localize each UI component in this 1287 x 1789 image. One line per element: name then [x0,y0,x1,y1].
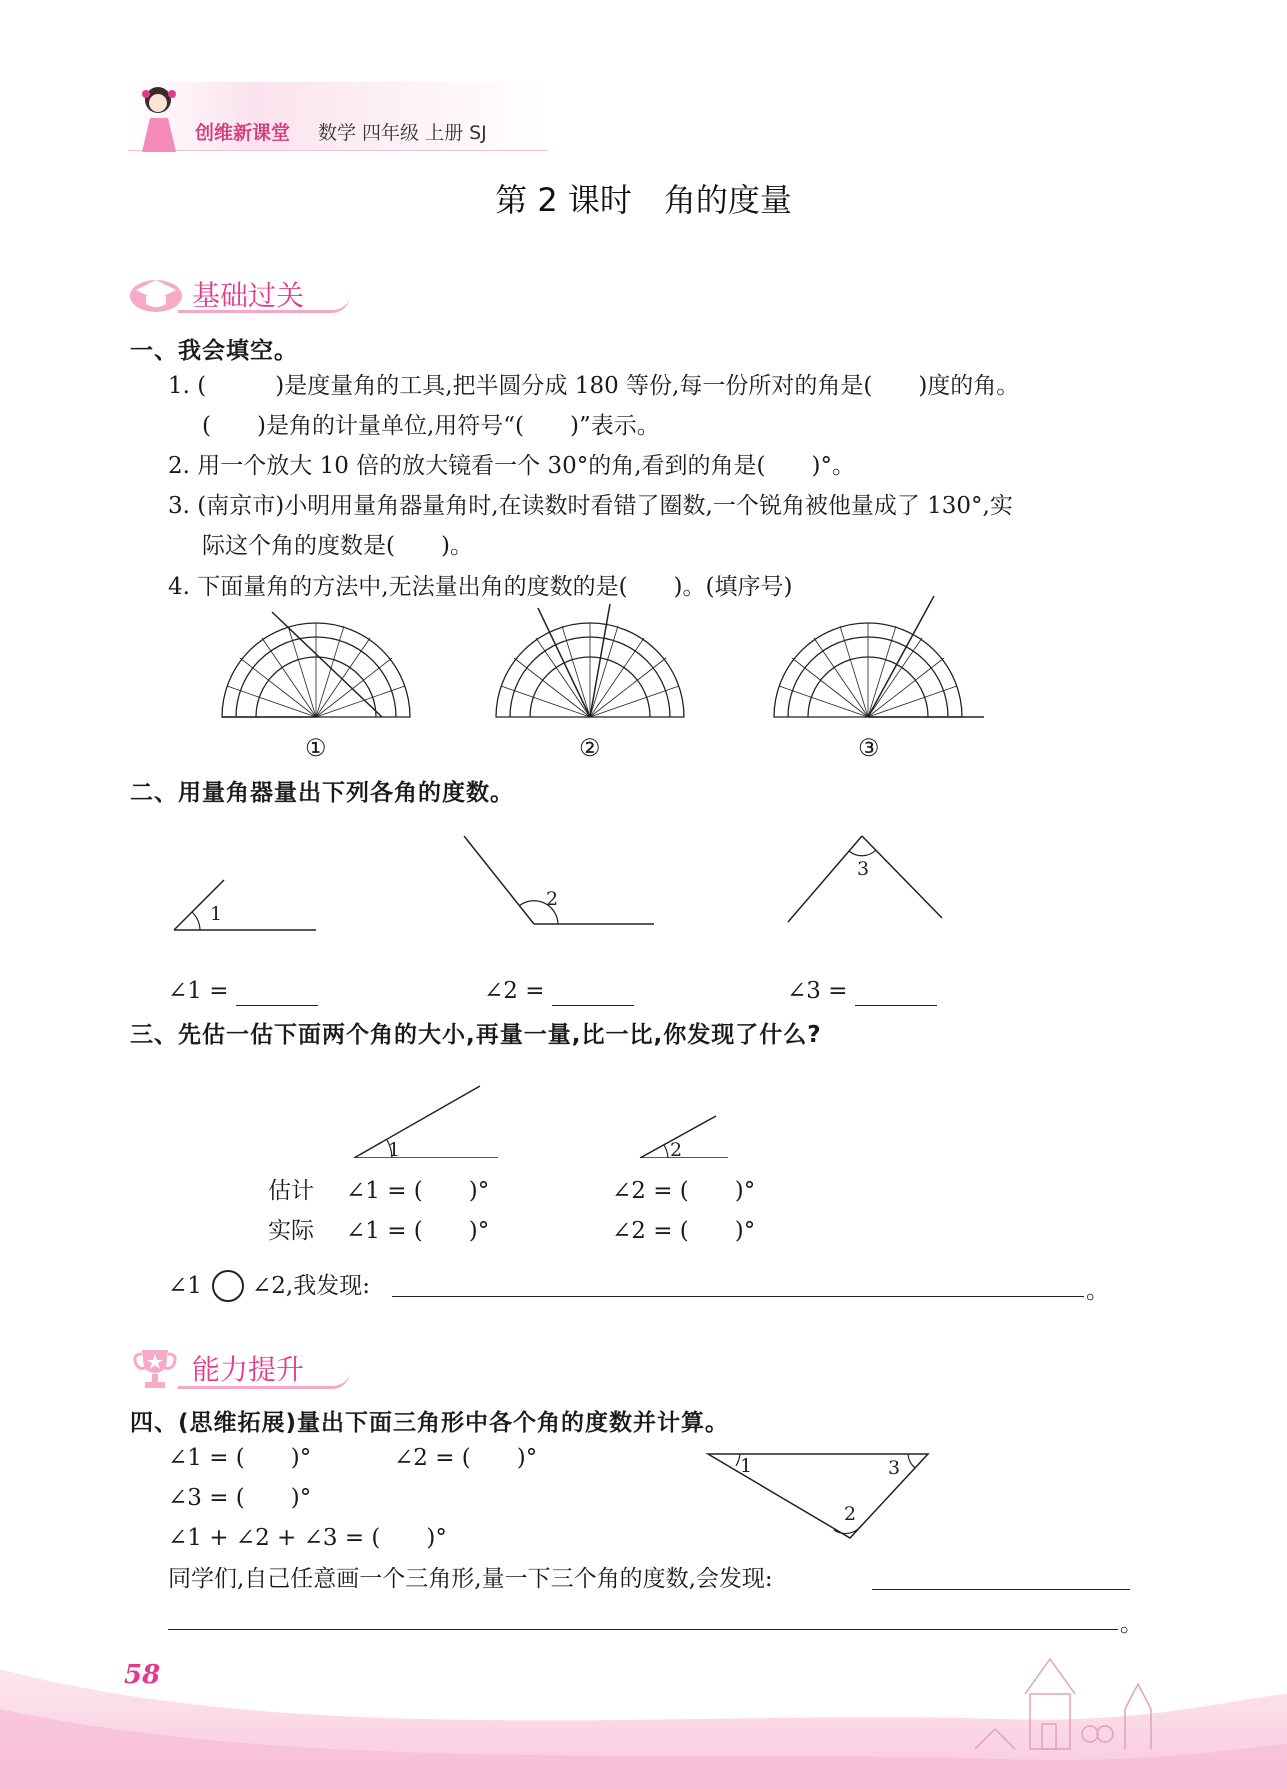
angle3-answer: ∠3 = [787,976,937,1006]
angle2-answer: ∠2 = [484,976,634,1006]
part3-heading: 三、先估一估下面两个角的大小,再量一量,比一比,你发现了什么? [130,1022,822,1048]
p4-period: 。 [1120,1611,1143,1637]
discovery-blank[interactable] [392,1296,1084,1297]
part2-heading: 二、用量角器量出下列各角的度数。 [130,780,514,806]
girl-mascot-icon [128,80,190,152]
estimate-angle2: ∠2 = ( )° [612,1178,756,1204]
p4-angle1: ∠1 = ( )° [168,1445,312,1471]
discovery-period: 。 [1086,1278,1109,1304]
part4-heading: 四、(思维拓展)量出下面三角形中各个角的度数并计算。 [130,1410,730,1436]
option-1: ① [305,734,327,762]
option-3: ③ [858,734,880,762]
option-2: ② [579,734,601,762]
lesson-title: 第 2 课时 角的度量 [495,181,792,219]
graduation-cap-icon [128,270,184,314]
p3-angle-label-2: 2 [670,1139,683,1158]
q2-line: 2. 用一个放大 10 倍的放大镜看一个 30°的角,看到的角是( )°。 [168,453,855,479]
actual-angle1: ∠1 = ( )° [346,1218,490,1244]
part3-angles [340,1078,760,1158]
q4-line: 4. 下面量角的方法中,无法量出角的度数的是( )。(填序号) [168,574,793,600]
p3-angle-label-1: 1 [388,1139,401,1158]
angle-label-3: 3 [857,858,870,880]
p4-blank-2[interactable] [168,1629,1118,1630]
protractor-3 [774,596,984,717]
estimate-angle1: ∠1 = ( )° [346,1178,490,1204]
angle-label-2: 2 [546,888,559,910]
header-subtitle: 数学 四年级 上册 SJ [318,122,487,144]
compare-left: ∠1 [168,1273,202,1299]
estimate-label: 估计 [268,1178,314,1204]
angle1-answer: ∠1 = [168,976,318,1006]
section-label-basic: 基础过关 [192,279,305,312]
section-label-advanced: 能力提升 [192,1353,305,1386]
page-number: 58 [124,1660,161,1690]
p4-angle3: ∠3 = ( )° [168,1485,312,1511]
actual-label: 实际 [268,1218,314,1244]
actual-angle2: ∠2 = ( )° [612,1218,756,1244]
compare-right: ∠2,我发现: [252,1273,370,1299]
triangle-label-1: 1 [740,1455,753,1477]
triangle-figure [700,1446,940,1546]
angle-label-1: 1 [210,903,223,925]
protractor-2 [496,604,684,717]
header-brand: 创维新课堂 [195,122,291,144]
q1-line-b: ( )是角的计量单位,用符号“( )”表示。 [202,413,660,439]
part2-angles [160,820,960,940]
p4-blank-1[interactable] [872,1589,1130,1590]
triangle-label-2: 2 [844,1503,857,1525]
part1-heading: 一、我会填空。 [130,338,298,364]
p4-angle-sum: ∠1 + ∠2 + ∠3 = ( )° [168,1525,447,1551]
protractor-1 [222,623,410,717]
p4-angle2: ∠2 = ( )° [394,1445,538,1471]
q3-line-a: 3. (南京市)小明用量角器量角时,在读数时看错了圈数,一个锐角被他量成了 130°,实 [168,493,1013,519]
trophy-icon [130,1344,180,1392]
compare-circle[interactable] [212,1270,244,1302]
footer-decoration [0,1599,1287,1789]
q3-line-b: 际这个角的度数是( )。 [202,533,473,559]
q1-line-a: 1. ( )是度量角的工具,把半圆分成 180 等份,每一份所对的角是( )度的角。 [168,373,1020,399]
p4-prompt: 同学们,自己任意画一个三角形,量一下三个角的度数,会发现: [168,1566,773,1592]
triangle-label-3: 3 [888,1457,901,1479]
